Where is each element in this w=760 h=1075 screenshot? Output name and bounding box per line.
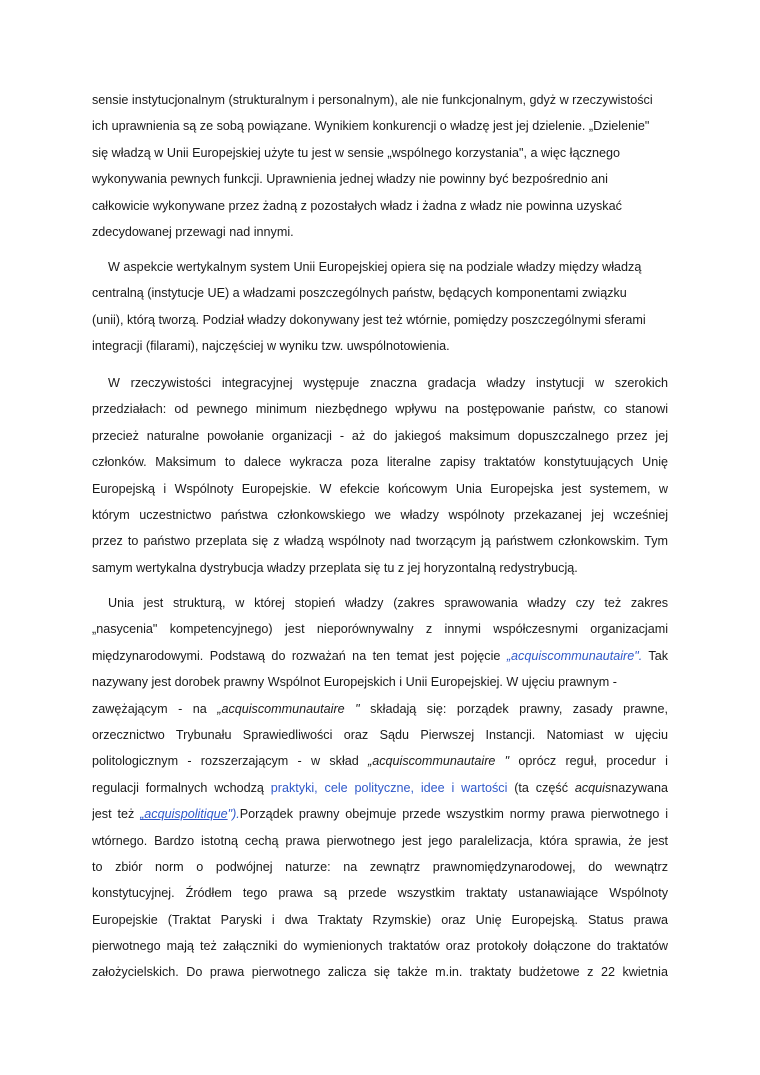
text-line: „nasycenia" kompetencyjnego) jest nieporównywalny z innymi współczesnymi organizacjami <box>92 622 668 637</box>
paragraph-4 <box>92 590 668 986</box>
text-line: założycielskich. Do prawa pierwotnego zalicza się także m.in. traktaty budżetowe z 22 kwietnia <box>92 965 668 980</box>
text-line: przedziałach: od pewnego minimum niezbędnego wpływu na postępowanie państw, co stanowi <box>92 402 668 417</box>
text-line: integracji (filarami), najczęściej w wyniku tzw. uwspólnotowienia. <box>92 339 450 354</box>
acquis-term: „acquiscommunautaire " <box>217 701 360 716</box>
text-line: się władzą w Unii Europejskiej użyte tu jest w sensie „wspólnego korzystania", a więc łącznego <box>92 145 621 160</box>
text-line: Europejskie (Traktat Paryski i dwa Traktaty Rzymskie) oraz Unię Europejską. Status prawa <box>92 912 668 927</box>
text-line: ich uprawnienia są ze sobą powiązane. Wynikiem konkurencji o władzę jest jej dzielenie. „Dzielenie" <box>92 119 650 134</box>
line-text: nazywana <box>611 780 668 795</box>
text-line: przecież naturalne powołanie organizacji - aż do jakiegoś maksimum dopuszczalnego przez jej <box>92 428 668 443</box>
text-line: samym wertykalna dystrybucja władzy przeplata się tu z jej horyzontalną redystrybucją. <box>92 560 578 575</box>
line-text: Porządek prawny obejmuje przede wszystkim normy prawa pierwotnego i <box>239 807 668 822</box>
text-line: centralną (instytucje UE) a władzami poszczególnych państw, będących komponentami związku <box>92 286 627 301</box>
acquis-term: acquis <box>574 780 612 795</box>
line-text: międzynarodowymi. Podstawą do rozważań na ten temat jest pojęcie <box>92 648 507 663</box>
text-line <box>92 748 668 774</box>
text-line: pierwotnego mają też załączniki do wymienionych traktatów oraz protokoły dołączone do traktatów <box>92 939 668 954</box>
text-line: to zbiór norm o podwójnej naturze: na zewnątrz prawnomiędzynarodowej, do wewnątrz <box>92 859 668 874</box>
text-line: Unia jest strukturą, w której stopień władzy (zakres sprawowania władzy czy też zakres <box>108 596 668 610</box>
text-line: sensie instytucjonalnym (strukturalnym i personalnym), ale nie funkcjonalnym, gdyż w rzeczywistości <box>92 93 653 107</box>
text-line: W rzeczywistości integracyjnej występuje znaczna gradacja władzy instytucji w szerokich <box>108 376 668 390</box>
line-text: składają się: porządek prawny, zasady prawne, <box>359 701 668 716</box>
text-line: przez to państwo przeplata się z władzą wspólnoty nad tworzącym ją państwem członkowskim. Tym <box>92 534 668 549</box>
paragraph-2 <box>92 254 668 360</box>
text-line: konstytucyjnej. Źródłem tego prawa są przede wszystkim traktaty ustanawiające Wspólnoty <box>92 886 668 901</box>
text-line: wykonywania pewnych funkcji. Uprawnienia jednej władzy nie powinny być bezpośrednio ani <box>92 172 608 187</box>
text-line: całkowicie wykonywane przez żadną z pozostałych władz i żadna z władz nie powinna uzyskać <box>92 198 622 213</box>
line-text: Tak <box>642 648 668 663</box>
acquispolitique-link[interactable]: „acquispolitique <box>140 807 228 822</box>
paragraph-3 <box>92 370 668 581</box>
text-line: orzecznictwo Trybunału Sprawiedliwości oraz Sądu Pierwszej Instancji. Natomiast w ujęciu <box>92 727 668 742</box>
text-line: Europejską i Wspólnoty Europejskie. W efekcie końcowym Unia Europejska jest systemem, w <box>92 481 668 496</box>
paragraph-1 <box>92 87 668 245</box>
text-line: wtórnego. Bardzo istotną cechą prawa pierwotnego jest jego paralelizacja, która sprawia, że jest <box>92 833 668 848</box>
line-text: politologicznym - rozszerzającym - w skład <box>92 754 369 769</box>
text-line <box>92 775 668 801</box>
text-line: zdecydowanej przewagi nad innymi. <box>92 224 294 239</box>
text-line: którym uczestnictwo państwa członkowskiego we władzy wspólnoty przekazanej jej wcześniej <box>92 507 668 522</box>
text-line <box>92 696 668 722</box>
line-text: oprócz reguł, procedur i <box>509 754 668 769</box>
text-line <box>92 801 668 827</box>
text-line: (unii), którą tworzą. Podział władzy dokonywany jest też wtórnie, pomiędzy poszczególnymi sferami <box>92 312 646 327</box>
line-text: "). <box>227 807 240 822</box>
highlighted-phrase: praktyki, cele polityczne, idee i wartości <box>270 780 508 795</box>
text-line: nazywany jest dorobek prawny Wspólnot Europejskich i Unii Europejskiej. W ujęciu prawnym - <box>92 675 617 690</box>
text-line: członków. Maksimum to dalece wykracza poza literalne zapisy traktatów konstytuujących Unię <box>92 455 668 470</box>
acquis-term: „acquiscommunautaire". <box>506 648 643 663</box>
line-text: (ta część <box>507 780 575 795</box>
line-text: regulacji formalnych wchodzą <box>92 780 271 795</box>
text-line <box>92 643 668 669</box>
line-text: zawężającym - na <box>92 701 218 716</box>
text-line: W aspekcie wertykalnym system Unii Europejskiej opiera się na podziale władzy między władzą <box>108 260 642 274</box>
acquis-term: „acquiscommunautaire " <box>368 754 510 769</box>
line-text: jest też <box>92 807 141 822</box>
